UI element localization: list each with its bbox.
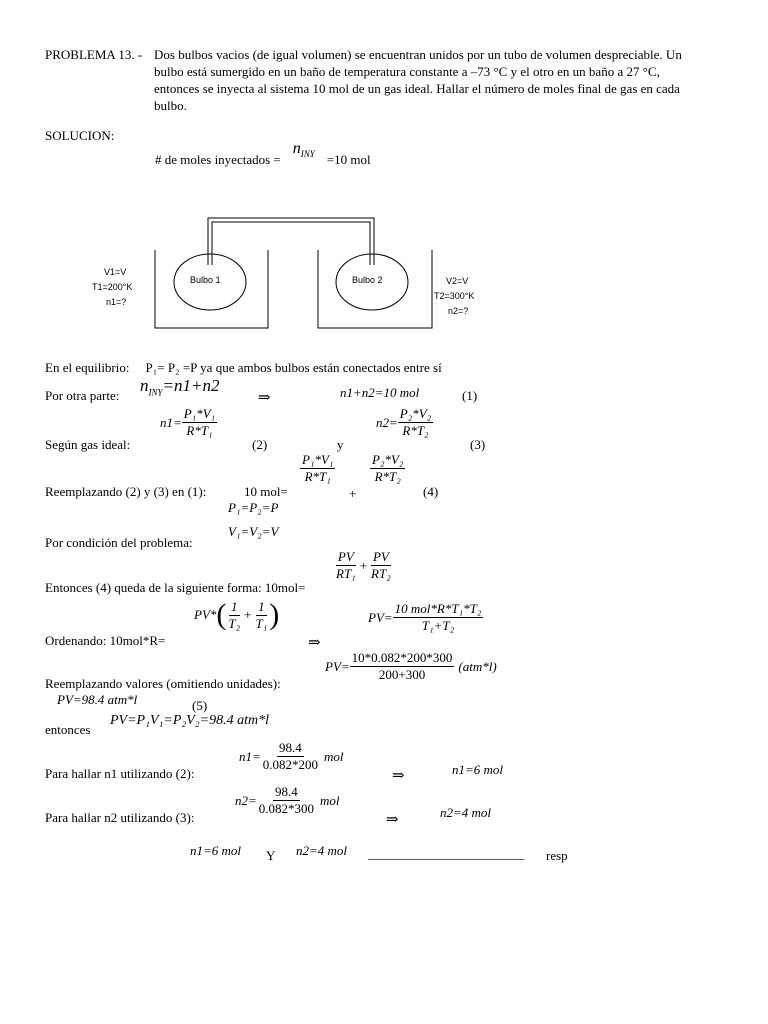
other-side-label: Por otra parte: xyxy=(45,388,120,403)
moles-sum-equation: n1+n2=10 mol xyxy=(340,385,420,400)
problem-line-4: bulbo. xyxy=(154,98,187,113)
n2-formula: n2= $\frac{\text{P₂*V₂}}{\text{R*T₂}}$ xyxy=(376,406,432,438)
equation-ref-4: (4) xyxy=(423,484,439,499)
n-iny-symbol: $n_{INY}$ xyxy=(292,140,315,160)
arrow-4: ⇒ xyxy=(386,812,399,828)
equilibrium-label: En el equilibrio: xyxy=(45,360,130,375)
injected-value: =10 mol xyxy=(326,151,371,167)
n-iny-equation: $n_{INY}=n1+n2$ xyxy=(140,376,220,398)
right-label-n2: n2=? xyxy=(448,306,469,316)
pv-chain-equation: PV=P₁V₁=P₂V₂=98.4 atm*l xyxy=(110,713,270,728)
equation-ref-1: (1) xyxy=(462,388,478,403)
equilibrium-text: P₁= P₂ =P ya que ambos bulbos están conectados entre sí xyxy=(145,360,442,375)
answer-line: __________________________ xyxy=(368,846,524,861)
problem-line-1: Dos bulbos vacios (de igual volumen) se encuentran unidos por un tubo de volumen despreciable. Un xyxy=(154,47,682,62)
pressure-equality: P₁=P₂=P xyxy=(228,500,279,515)
n2-calculation: n2= $\frac{98.4}{0.082*300}$ mol xyxy=(235,784,340,816)
bulb-1-label: Bulbo 1 xyxy=(190,275,221,285)
n1-formula: n1= $\frac{\text{P₁*V₁}}{\text{R*T₁}}$ xyxy=(160,406,216,438)
pv-formula: PV= $\frac{\text{10 mol*R*T₁*T₂}}{\text{T₁+T₂}}$ xyxy=(368,601,482,633)
equation-ref-3: (3) xyxy=(470,437,486,452)
left-label-n1: n1=? xyxy=(106,297,127,307)
final-n1: n1=6 mol xyxy=(190,843,242,858)
n1-result: n1=6 mol xyxy=(452,762,504,777)
ordering-expression: PV* ( $\frac{1}{\text{T₂}}$ + $\frac{1}{\text{T₁}}$ ) xyxy=(194,598,280,631)
injected-label: # de moles inyectados = xyxy=(155,151,281,167)
volume-equality: V₁=V₂=V xyxy=(228,524,279,539)
replacing-term-2: $\frac{\text{P₂*V₂}}{\text{R*T₂}}$ xyxy=(372,452,404,484)
values-label: Reemplazando valores (omitiendo unidades): xyxy=(45,676,281,691)
replacing-term-1: $\frac{\text{P₁*V₁}}{\text{R*T₁}}$ xyxy=(302,452,334,484)
find-n2-label: Para hallar n2 utilizando (3): xyxy=(45,810,195,825)
arrow-1: ⇒ xyxy=(258,390,271,406)
replacing-plus: + xyxy=(349,486,357,501)
problem-line-3: entonces se inyecta al sistema 10 mol de un gas ideal. Hallar el número de moles final de gas en cada xyxy=(154,81,680,96)
n2-result: n2=4 mol xyxy=(440,805,492,820)
bulb-2-label: Bulbo 2 xyxy=(352,275,383,285)
equation-ref-2: (2) xyxy=(252,437,268,452)
entonces-label: entonces xyxy=(45,722,91,737)
final-y: Y xyxy=(266,848,276,863)
replacing-lhs: 10 mol= xyxy=(244,484,288,499)
pv-result: PV=98.4 atm*l xyxy=(57,692,138,707)
right-label-v2: V2=V xyxy=(446,276,469,286)
then4-expression: $\frac{PV}{\text{RT₁}}$ + $\frac{PV}{\text{RT₂}}$ xyxy=(336,549,391,581)
ordering-label: Ordenando: 10mol*R= xyxy=(45,633,166,648)
problem-line-2: bulbo está sumergido en un baño de temperatura constante a –73 °C y el otro en un baño a 27 °C, xyxy=(154,64,660,79)
left-label-t1: T1=200°K xyxy=(92,282,133,292)
replacing-label: Reemplazando (2) y (3) en (1): xyxy=(45,484,207,499)
resp-label: resp xyxy=(546,848,568,863)
problem-label: PROBLEMA 13. - xyxy=(45,47,143,62)
arrow-3: ⇒ xyxy=(392,768,405,784)
equation-ref-5: (5) xyxy=(192,698,208,713)
final-n2: n2=4 mol xyxy=(296,843,348,858)
pv-values-formula: PV= $\frac{10*0.082*200*300}{200+300}$ (atm*l) xyxy=(325,650,497,682)
n1-calculation: n1= $\frac{98.4}{0.082*200}$ mol xyxy=(239,740,344,772)
condition-label: Por condición del problema: xyxy=(45,535,193,550)
find-n1-label: Para hallar n1 utilizando (2): xyxy=(45,766,195,781)
right-label-t2: T2=300°K xyxy=(434,291,475,301)
solution-heading: SOLUCION: xyxy=(45,128,115,143)
ideal-gas-label: Según gas ideal: xyxy=(45,437,131,452)
then4-label: Entonces (4) queda de la siguiente forma: 10mol= xyxy=(45,580,306,595)
equilibrium-line xyxy=(45,360,442,376)
left-label-v1: V1=V xyxy=(104,267,127,277)
arrow-2: ⇒ xyxy=(308,635,321,651)
and-y: y xyxy=(337,437,344,452)
